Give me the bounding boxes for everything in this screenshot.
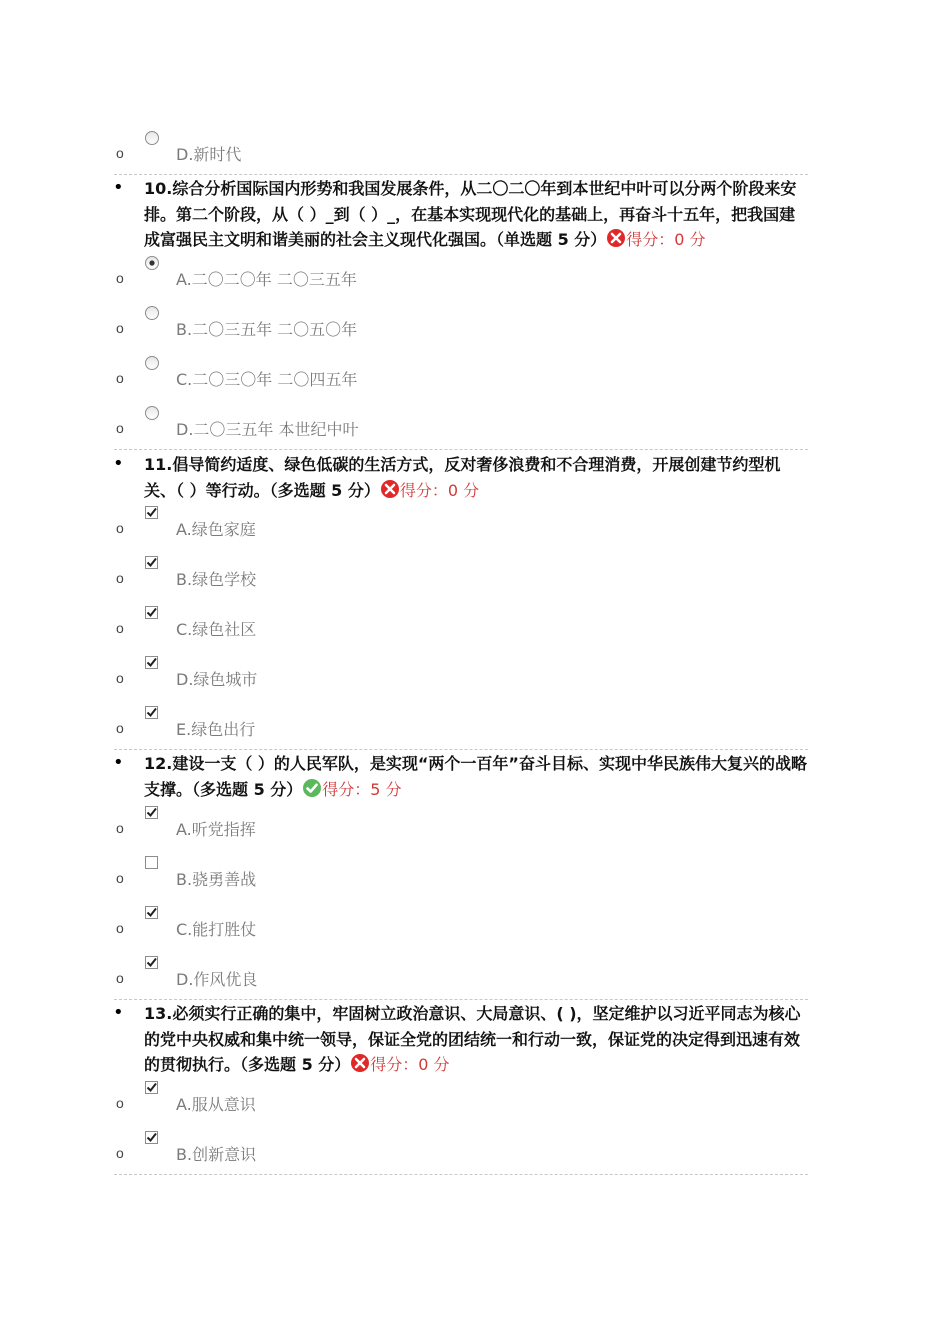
option-q10-c[interactable] xyxy=(0,367,950,391)
option-q11-d[interactable] xyxy=(0,667,950,691)
checkbox[interactable] xyxy=(144,505,160,521)
radio-button[interactable] xyxy=(144,355,160,371)
option-q10-a[interactable] xyxy=(0,267,950,291)
checkbox[interactable] xyxy=(144,605,160,621)
correct-icon xyxy=(302,778,322,798)
list-marker: o xyxy=(116,320,124,336)
question-divider xyxy=(114,999,808,1000)
option-label: C.二〇三〇年 二〇四五年 xyxy=(176,370,358,389)
option-label: B.骁勇善战 xyxy=(176,870,257,889)
option-label: C.绿色社区 xyxy=(176,620,257,639)
bullet: • xyxy=(113,177,124,198)
list-marker: o xyxy=(116,1145,124,1161)
checkbox[interactable] xyxy=(144,655,160,671)
bullet: • xyxy=(113,453,124,474)
score-result xyxy=(350,1055,449,1074)
radio-button[interactable] xyxy=(144,305,160,321)
checkbox[interactable] xyxy=(144,855,160,871)
option-q11-c[interactable] xyxy=(0,617,950,641)
question-divider xyxy=(114,749,808,750)
score-label: 得分：5 分 xyxy=(322,779,402,799)
radio-button[interactable] xyxy=(144,130,160,146)
option-q12-d[interactable] xyxy=(0,967,950,991)
option-label: A.二〇二〇年 二〇三五年 xyxy=(176,270,357,289)
question-divider xyxy=(114,174,808,175)
question-text: 10.综合分析国际国内形势和我国发展条件，从二〇二〇年到本世纪中叶可以分两个阶段来安排。第二个阶段，从（ ）_到（ ）_，在基本实现现代化的基础上，再奋斗十五年，把我国建成富强民主文明和谐美丽的社会主义现代化强国。（单选题 5 分） 得分：0 分 xyxy=(144,179,797,249)
score-label: 得分：0 分 xyxy=(626,230,706,249)
list-marker: o xyxy=(116,145,124,161)
wrong-icon xyxy=(350,1053,370,1073)
radio-button[interactable] xyxy=(144,255,160,271)
score-label: 得分：0 分 xyxy=(399,480,480,500)
option-label: C.能打胜仗 xyxy=(176,920,257,939)
question-divider xyxy=(114,449,808,450)
score-result xyxy=(606,230,705,249)
option-label: D.作风优良 xyxy=(176,970,258,989)
list-marker: o xyxy=(116,920,124,936)
list-marker: o xyxy=(116,370,124,386)
question-text: 13.必须实行正确的集中，牢固树立政治意识、大局意识、( )，坚定维护以习近平同志为核心的党中央权威和集中统一领导，保证全党的团结统一和行动一致，保证党的决定得到迅速有效的贯彻执行。（多选题 5 分） 得分：0 分 xyxy=(144,1004,801,1074)
score-label: 得分：0 分 xyxy=(370,1055,450,1074)
score-result xyxy=(380,481,479,500)
checkbox[interactable] xyxy=(144,905,160,921)
wrong-icon xyxy=(380,479,400,499)
checkbox[interactable] xyxy=(144,805,160,821)
list-marker: o xyxy=(116,520,124,536)
option-label: A.服从意识 xyxy=(176,1095,256,1114)
score-result xyxy=(302,780,401,799)
radio-button[interactable] xyxy=(144,405,160,421)
option-label: D.绿色城市 xyxy=(176,670,258,689)
option-q13-b[interactable] xyxy=(0,1142,950,1166)
option-label: A.绿色家庭 xyxy=(176,520,256,539)
option-q13-a[interactable] xyxy=(0,1092,950,1116)
wrong-icon xyxy=(606,228,626,248)
list-marker: o xyxy=(116,970,124,986)
list-marker: o xyxy=(116,420,124,436)
list-marker: o xyxy=(116,1095,124,1111)
option-q11-a[interactable] xyxy=(0,517,950,541)
option-q10-b[interactable] xyxy=(0,317,950,341)
question-text: 12.建设一支（ ）的人民军队，是实现“两个一百年”奋斗目标、实现中华民族伟大复兴的战略支撑。（多选题 5 分） 得分：5 分 xyxy=(144,754,807,799)
checkbox[interactable] xyxy=(144,705,160,721)
list-marker: o xyxy=(116,870,124,886)
checkbox[interactable] xyxy=(144,955,160,971)
option-q12-c[interactable] xyxy=(0,917,950,941)
option-q10-d[interactable] xyxy=(0,417,950,441)
option-label: D.新时代 xyxy=(176,145,242,164)
option-q11-b[interactable] xyxy=(0,567,950,591)
list-marker: o xyxy=(116,670,124,686)
list-marker: o xyxy=(116,570,124,586)
option-label: B.创新意识 xyxy=(176,1145,257,1164)
bullet: • xyxy=(113,1002,124,1023)
option-prev-d[interactable] xyxy=(0,142,950,166)
option-label: A.听党指挥 xyxy=(176,820,256,839)
option-q12-a[interactable] xyxy=(0,817,950,841)
option-label: B.绿色学校 xyxy=(176,570,257,589)
list-marker: o xyxy=(116,820,124,836)
checkbox[interactable] xyxy=(144,1080,160,1096)
option-label: D.二〇三五年 本世纪中叶 xyxy=(176,420,359,439)
question-text: 11.倡导简约适度、绿色低碳的生活方式，反对奢侈浪费和不合理消费，开展创建节约型机关、（ ）等行动。（多选题 5 分） 得分：0 分 xyxy=(144,455,781,500)
list-marker: o xyxy=(116,270,124,286)
option-q11-e[interactable] xyxy=(0,717,950,741)
checkbox[interactable] xyxy=(144,555,160,571)
list-marker: o xyxy=(116,620,124,636)
option-label: B.二〇三五年 二〇五〇年 xyxy=(176,320,358,339)
option-q12-b[interactable] xyxy=(0,867,950,891)
question-divider xyxy=(114,1174,808,1175)
list-marker: o xyxy=(116,720,124,736)
bullet: • xyxy=(113,752,124,773)
checkbox[interactable] xyxy=(144,1130,160,1146)
option-label: E.绿色出行 xyxy=(176,720,256,739)
